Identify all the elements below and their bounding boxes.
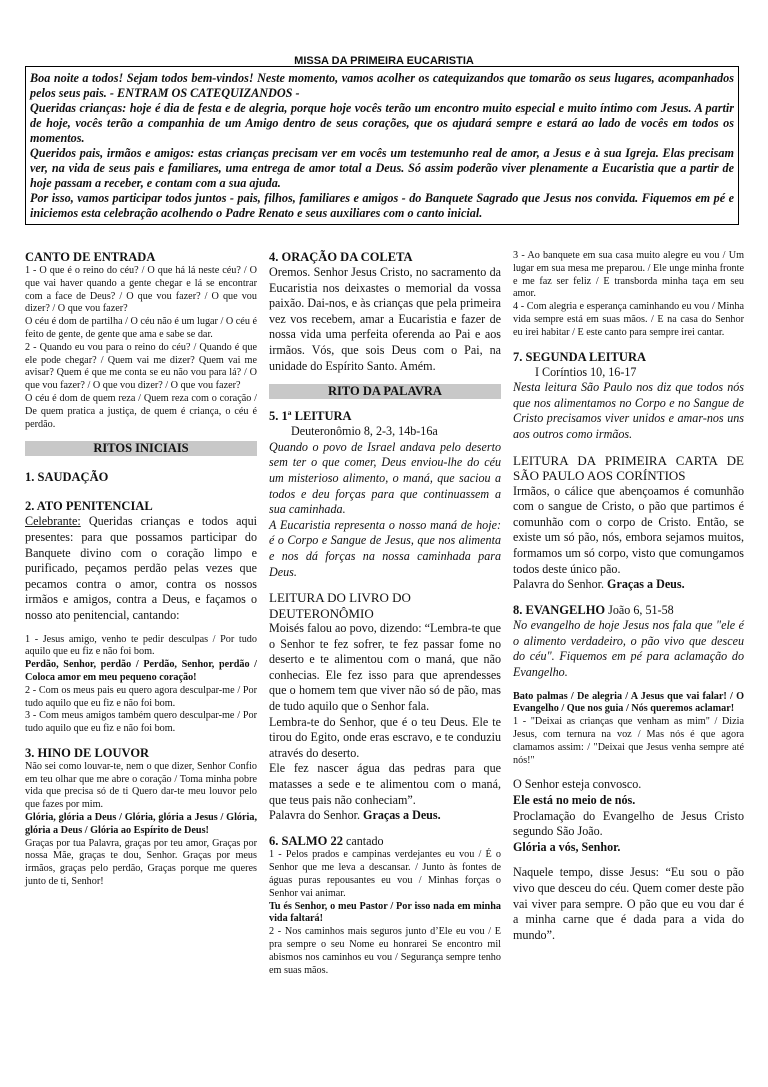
salmo-verse: 4 - Com alegria e esperança caminhando eu vou / Minha vida sempre está em suas mãos. / E na casa do Senhor eu irei habitar / E este canto para sempre irei cantar. <box>513 301 744 338</box>
intro-paragraph: Queridas crianças: hoje é dia de festa e de alegria, porque hoje vocês terão um encontro muito especial e muito íntimo com Jesus. A partir de hoje, vocês terão a companhia de um Amigo dentro de seus corações, que os ajudará sempre e estará ao lado de vocês em todos os momentos. <box>30 101 734 145</box>
dialogo-line: Proclamação do Evangelho de Jesus Cristo segundo São João. <box>513 808 744 839</box>
ato-penitencial-text <box>25 514 257 623</box>
ato-penitencial-heading: 2. ATO PENITENCIAL <box>25 499 153 514</box>
ato-song-verse: 1 - Jesus amigo, venho te pedir desculpas / Por tudo aquilo que eu fiz e não foi bom. <box>25 633 257 658</box>
segunda-leitura-ref: I Coríntios 10, 16-17 <box>535 364 637 379</box>
graças-a-deus: Graças a Deus. <box>607 577 685 592</box>
dialogo-line: Glória a vós, Senhor. <box>513 839 621 854</box>
primeira-leitura-intro: A Eucaristia representa o nosso maná de hoje: é o Corpo e Sangue de Jesus, que nos alimenta e nos dá forças na nossa caminhada para Deus. <box>269 517 501 579</box>
salmo-heading <box>269 834 501 850</box>
hino-louvor-heading: 3. HINO DE LOUVOR <box>25 745 150 760</box>
intro-paragraph: Por isso, vamos participar todos juntos - pais, filhos, familiares e amigos - do Banquete Sagrado que Jesus nos convida. Fiquemos em pé e iniciemos esta celebração acolhendo o Padre Renato e seus auxiliares com o canto inicial. <box>30 191 734 220</box>
evangelho-heading <box>513 603 744 619</box>
salmo-verse: 1 - Pelos prados e campinas verdejantes eu vou / É o Senhor que me leva a descansar. / Junto às fontes de águas puras repousantes eu vou / Minhas forças o Senhor vai animar. <box>269 849 501 899</box>
primeira-leitura-text: Ele fez nascer água das pedras para que matasses a sede e te alimentou com o maná, que teus pais não conheciam”. <box>269 761 501 807</box>
canto-entrada-verse: O céu é dom de quem reza / Quem reza com o coração / De quem pratica a justiça, de quem é criança, o céu é perdão. <box>25 392 257 430</box>
canto-entrada-verse: O céu é dom de partilha / O céu não é um lugar / O céu é feito de gente, de gente que ama e sabe se dar. <box>25 316 257 340</box>
canto-entrada-verse: 2 - Quando eu vou para o reino do céu? / Quando é que ele pode chegar? / Quem vai me dizer? Quem vai me avisar? Quem é que me conta se eu não vou para lá? / O que vou fazer? / O que vou dizer? / O que vou fazer? <box>25 341 257 392</box>
evangelho-title: 8. EVANGELHO <box>513 602 606 617</box>
primeira-leitura-text: Lembra-te do Senhor, que é o teu Deus. Ele te tirou do Egito, onde eras escravo, e te conduziu através do deserto. <box>269 714 501 760</box>
salmo-verse: 3 - Ao banquete em sua casa muito alegre eu vou / Um lugar em sua mesa me preparou. / Ele unge minha fronte e me faz ser feliz / E transborda minha taça em seu amor. <box>513 250 744 300</box>
ato-song-verse: 2 - Com os meus pais eu quero agora desculpar-me / Por tudo aquilo que eu fiz e não foi bom. <box>25 684 257 709</box>
page-title: MISSA DA PRIMEIRA EUCARISTIA <box>294 55 474 67</box>
palavra-do-senhor: Palavra do Senhor. <box>269 808 364 823</box>
aclamacao-verse: 1 - "Deixai as crianças que venham as mim" / Dizia Jesus, com ternura na voz / Mas nós é que agora clamamos assim: / "Deixai que Jesus venha sempre até nós!" <box>513 716 744 766</box>
segunda-leitura-title: LEITURA DA PRIMEIRA CARTA DE SÃO PAULO AOS CORÍNTIOS <box>513 452 744 484</box>
hino-refrain: Glória, glória a Deus / Glória, glória a Jesus / Glória, glória a Deus / Glória ao Espírito de Deus! <box>25 812 257 836</box>
intro-paragraph: Queridos pais, irmãos e amigos: estas crianças precisam ver em vocês um testemunho real de amor, a Jesus e à sua Igreja. Elas precisam ver, na vida de seus pais e familiares, uma entrega de amor total a Deus. Só assim poderão viver plenamente a Eucaristia que a partir de hoje passam a receber, e contam com a sua ajuda. <box>30 146 734 190</box>
palavra-do-senhor: Palavra do Senhor. <box>513 577 608 592</box>
column-3 <box>513 250 744 943</box>
segunda-leitura-text: Irmãos, o cálice que abençoamos é comunhão com o sangue de Cristo, o pão que partimos é comunhão com o corpo de Cristo. Então, se existe um só pão, nós, embora sejamos muitos, formamos um só corpo, visto que comungamos todos deste único pão. <box>513 483 744 576</box>
evangelho-text: Naquele tempo, disse Jesus: “Eu sou o pão vivo que desceu do céu. Quem comer deste pão vai viver para sempre. O pão que eu vou dar é a minha carne que é dada para a vida do mundo”. <box>513 865 744 942</box>
primeira-leitura-heading: 5. 1ª LEITURA <box>269 409 352 424</box>
intro-box <box>25 66 739 225</box>
ato-song-refrain: Perdão, Senhor, perdão / Perdão, Senhor, perdão / Coloca amor em meu pequeno coração! <box>25 659 257 683</box>
primeira-leitura-intro: Quando o povo de Israel andava pelo deserto sem ter o que comer, Deus enviou-lhe do céu um misterioso alimento, o maná, que saciou a todos e deu forças para que continuassem a sua caminhada. <box>269 439 501 517</box>
intro-paragraph: Boa noite a todos! Sejam todos bem-vindos! Neste momento, vamos acolher os catequizandos que tomarão os seus lugares, acompanhados pelos seus pais. - ENTRAM OS CATEQUIZANDOS - <box>30 71 734 100</box>
saudacao-heading: 1. SAUDAÇÃO <box>25 470 109 485</box>
primeira-leitura-title: LEITURA DO LIVRO DO DEUTERONÔMIO <box>269 590 411 621</box>
salmo-verse: 2 - Nos caminhos mais seguros junto d’Ele eu vou / E pra sempre o seu Nome eu honrarei Se encontro mil abismos nos caminhos eu vou / Segurança sempre tenho em suas mãos. <box>269 926 501 976</box>
salmo-title: 6. SALMO 22 <box>269 833 343 848</box>
celebrante-label: Celebrante: <box>25 514 81 529</box>
evangelho-intro: No evangelho de hoje Jesus nos fala que "ele é o alimento verdadeiro, o pão vivo que desceu do céu". Fiquemos em pé para aclamação do Evangelho. <box>513 618 744 680</box>
primeira-leitura-text: Moisés falou ao povo, dizendo: “Lembra-te que o Senhor te fez sofrer, te fez passar fome no deserto e te alimentou com o maná, que não conhecias. Ele fez isso para que aprendesses que o homem tem que viver não só de pão, mas de tudo aquilo que o Senhor fala. <box>269 621 501 714</box>
rito-palavra-bar: RITO DA PALAVRA <box>269 384 501 399</box>
primeira-leitura-close <box>269 808 501 824</box>
ato-penitencial-body: Queridas crianças e todos aqui presentes: para que possamos participar do Banquete divino com o coração limpo e purificado, peçamos perdão pelas vezes que pecamos contra o amor, contra os nossos irmãos e amigos, contra a Deus, e façamos o nosso ato penitencial, cantando: <box>25 514 257 622</box>
column-1 <box>25 250 257 889</box>
evangelho-ref: João 6, 51-58 <box>605 602 674 617</box>
salmo-refrain: Tu és Senhor, o meu Pastor / Por isso nada em minha vida faltará! <box>269 900 501 925</box>
segunda-leitura-intro: Nesta leitura São Paulo nos diz que todos nós que nos alimentamos no Corpo e no Sangue de Cristo precisamos viver unidos e amar-nos uns aos outros como irmãos. <box>513 380 744 441</box>
aclamacao-refrain: Bato palmas / De alegria / A Jesus que vai falar! / O Evangelho / Que nos guia / Nós queremos aclamar! <box>513 690 744 715</box>
ato-song-verse: 3 - Com meus amigos também quero desculpar-me / Por tudo aquilo que eu fiz e não foi bom. <box>25 710 257 735</box>
dialogo-line: Ele está no meio de nós. <box>513 793 636 808</box>
dialogo-line: O Senhor esteja convosco. <box>513 777 642 792</box>
canto-entrada-heading: CANTO DE ENTRADA <box>25 250 156 264</box>
salmo-sub: cantado <box>342 833 384 848</box>
oracao-coleta-text: Oremos. Senhor Jesus Cristo, no sacramento da Eucaristia nos deixastes o memorial da vossa paixão. Dai-nos, e às crianças que pela primeira vez vos recebem, amar a Eucaristia e fazer de nossa vida uma perfeita oferenda ao Pai e aos irmãos. Vós, que sois Deus com o Pai, na unidade do Espírito Santo. Amém. <box>269 265 501 373</box>
column-2 <box>269 250 501 977</box>
segunda-leitura-heading: 7. SEGUNDA LEITURA <box>513 349 647 364</box>
primeira-leitura-ref: Deuteronômio 8, 2-3, 14b-16a <box>291 424 438 439</box>
ritos-iniciais-bar: RITOS INICIAIS <box>25 441 257 456</box>
hino-verse: Graças por tua Palavra, graças por teu amor, Graças por nossa Mãe, graças te dou, Senhor. Graças por meus irmãos, graças pelo perdão, Graças porque me queres junto de ti, Senhor! <box>25 837 257 888</box>
oracao-coleta-heading: 4. ORAÇÃO DA COLETA <box>269 250 413 264</box>
hino-verse: Não sei como louvar-te, nem o que dizer, Senhor Confio em teu olhar que me abre o coração / Toma minha pobre vida que precisa só de ti Quero dar-te meu louvor pelo que fazes por mim. <box>25 760 257 811</box>
graças-a-deus: Graças a Deus. <box>363 808 441 823</box>
canto-entrada-verse: 1 - O que é o reino do céu? / O que há lá neste céu? / O que vai haver quando a gente chegar e lá se encontrar com a face de Deus? / O que vou fazer? / O que vou dizer? / O que vou fazer? <box>25 265 257 315</box>
segunda-leitura-close <box>513 577 744 593</box>
